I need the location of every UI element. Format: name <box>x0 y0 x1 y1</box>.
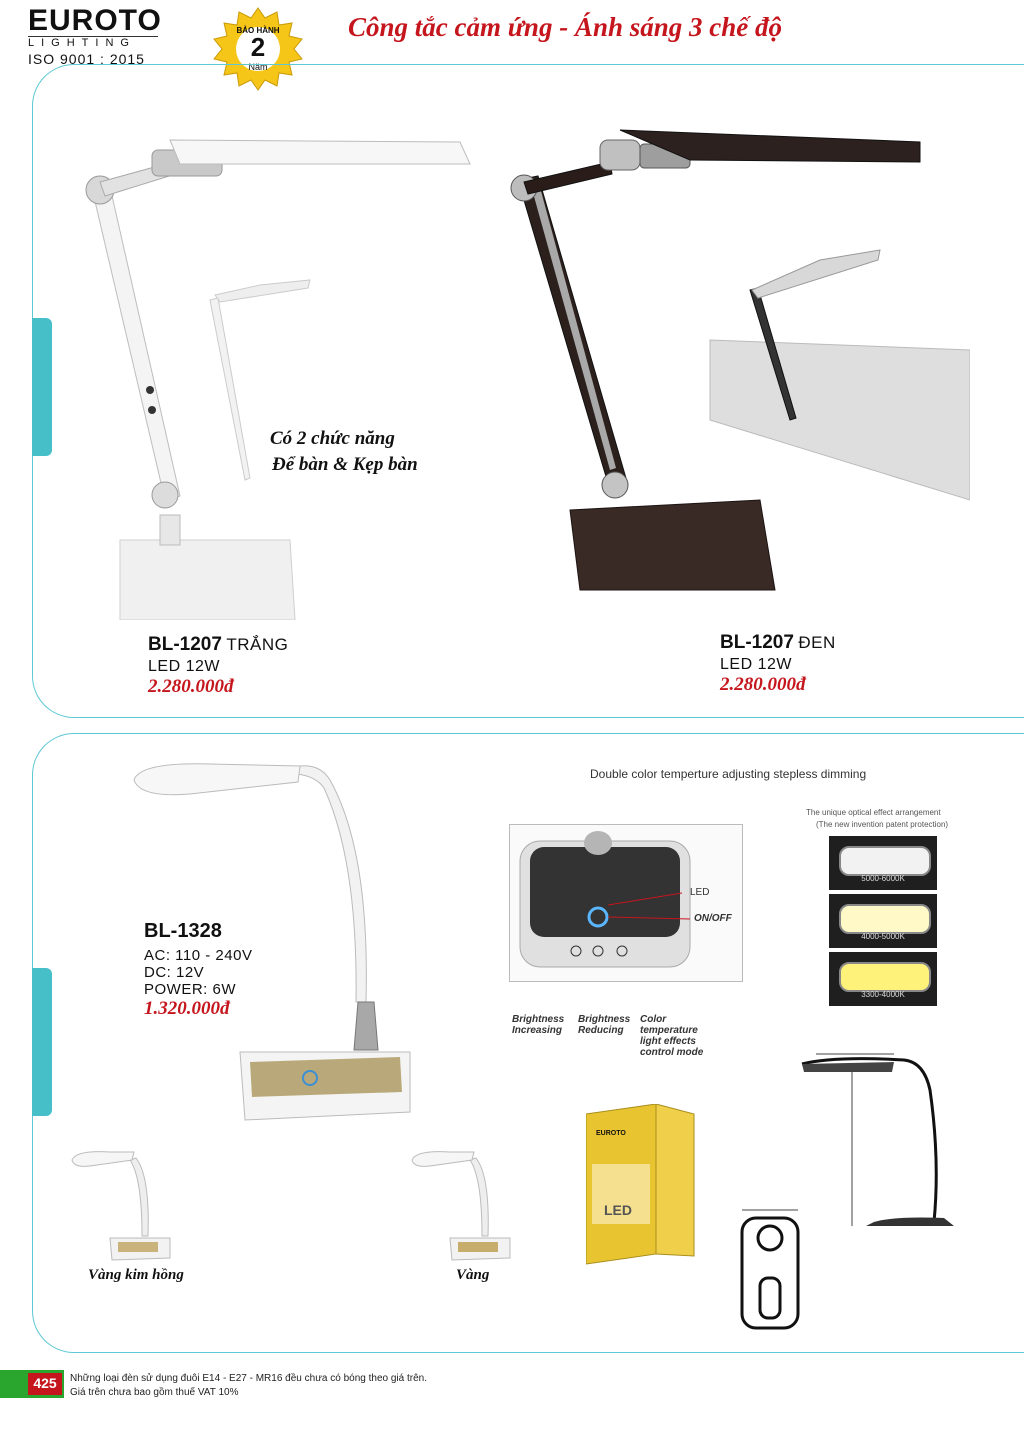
onoff-label: ON/OFF <box>694 913 732 924</box>
page-number: 425 <box>33 1375 57 1391</box>
feature-line-2: Để bàn & Kẹp bàn <box>272 454 418 475</box>
product2-tagline: Double color temperture adjusting stepless dimming <box>590 767 867 781</box>
panel-tab-1 <box>32 318 52 456</box>
product1-black-power: LED 12W <box>720 656 792 673</box>
headline: Công tắc cảm ứng - Ánh sáng 3 chế độ <box>348 12 782 42</box>
product-box-image <box>586 1104 696 1266</box>
product2-price: 1.320.000đ <box>144 998 230 1019</box>
optical-sub: (The new invention patent protection) <box>816 820 949 829</box>
variant-label-2: Vàng <box>456 1267 490 1283</box>
brand-sub: LIGHTING <box>28 36 158 50</box>
base-closeup-frame <box>509 824 743 982</box>
footer-note-1: Những loại đèn sử dụng đuôi E14 - E27 - MR16 đều chưa có bóng theo giá trên. <box>70 1373 427 1384</box>
led-label: LED <box>690 887 710 898</box>
product2-power: POWER: 6W <box>144 981 237 998</box>
led-swatch <box>839 904 931 934</box>
product2-dc: DC: 12V <box>144 964 205 981</box>
optical-title: The unique optical effect arrangement <box>806 808 941 817</box>
warranty-top-text: BẢO HÀNH <box>236 26 280 35</box>
optical-mode-label: 3300-4000K <box>861 990 905 999</box>
warranty-number: 2 <box>250 32 266 62</box>
panel-tab-2 <box>32 968 52 1116</box>
lamp-variant-gold-image <box>410 1146 520 1266</box>
lamp-black-image <box>500 120 970 600</box>
product1-black-price: 2.280.000đ <box>720 674 806 695</box>
brand-logo <box>28 4 162 72</box>
footer-note-2: Giá trên chưa bao gồm thuế VAT 10% <box>70 1387 239 1398</box>
brand-iso: ISO 9001 : 2015 <box>28 51 145 67</box>
page-number-badge <box>0 1370 64 1398</box>
lamp-variant-rosegold-image <box>70 1146 180 1266</box>
led-swatch <box>839 962 931 992</box>
optical-mode-card <box>829 952 937 1006</box>
base-closeup-image <box>510 825 742 981</box>
led-swatch <box>839 846 931 876</box>
variant-label-1: Vàng kim hồng <box>88 1267 184 1283</box>
feature-line-1: Có 2 chức năng <box>270 428 395 449</box>
product1-white-info <box>148 634 348 698</box>
brand-name: EUROTO <box>28 4 162 37</box>
optical-mode-card <box>829 836 937 890</box>
btn3-desc: Color temperature light effects control mode <box>640 1014 704 1058</box>
btn2-desc: Brightness Reducing <box>578 1014 631 1036</box>
optical-mode-label: 4000-5000K <box>861 932 905 941</box>
lamp-white-image <box>60 120 490 620</box>
box-led-label: LED <box>604 1202 632 1218</box>
product1-white-price: 2.280.000đ <box>148 676 234 697</box>
product2-ac: AC: 110 - 240V <box>144 947 253 964</box>
warranty-unit: Năm <box>248 62 268 72</box>
product1-black-model: BL-1207 <box>720 632 794 653</box>
product2-model: BL-1328 <box>144 920 222 942</box>
product1-white-variant: TRẮNG <box>226 635 289 654</box>
optical-mode-label: 5000-6000K <box>861 874 905 883</box>
product1-black-variant: ĐEN <box>798 633 836 652</box>
product-box <box>586 1104 696 1266</box>
product1-white-power: LED 12W <box>148 658 220 675</box>
optical-mode-list <box>829 836 937 1006</box>
product1-black-info <box>720 632 920 696</box>
product1-white-model: BL-1207 <box>148 634 222 655</box>
box-brand: EUROTO <box>596 1130 626 1137</box>
optical-mode-card <box>829 894 937 948</box>
dimension-side-view-drawing <box>794 1050 974 1240</box>
btn1-desc: Brightness Increasing <box>512 1014 565 1036</box>
product2-info <box>144 920 344 1020</box>
